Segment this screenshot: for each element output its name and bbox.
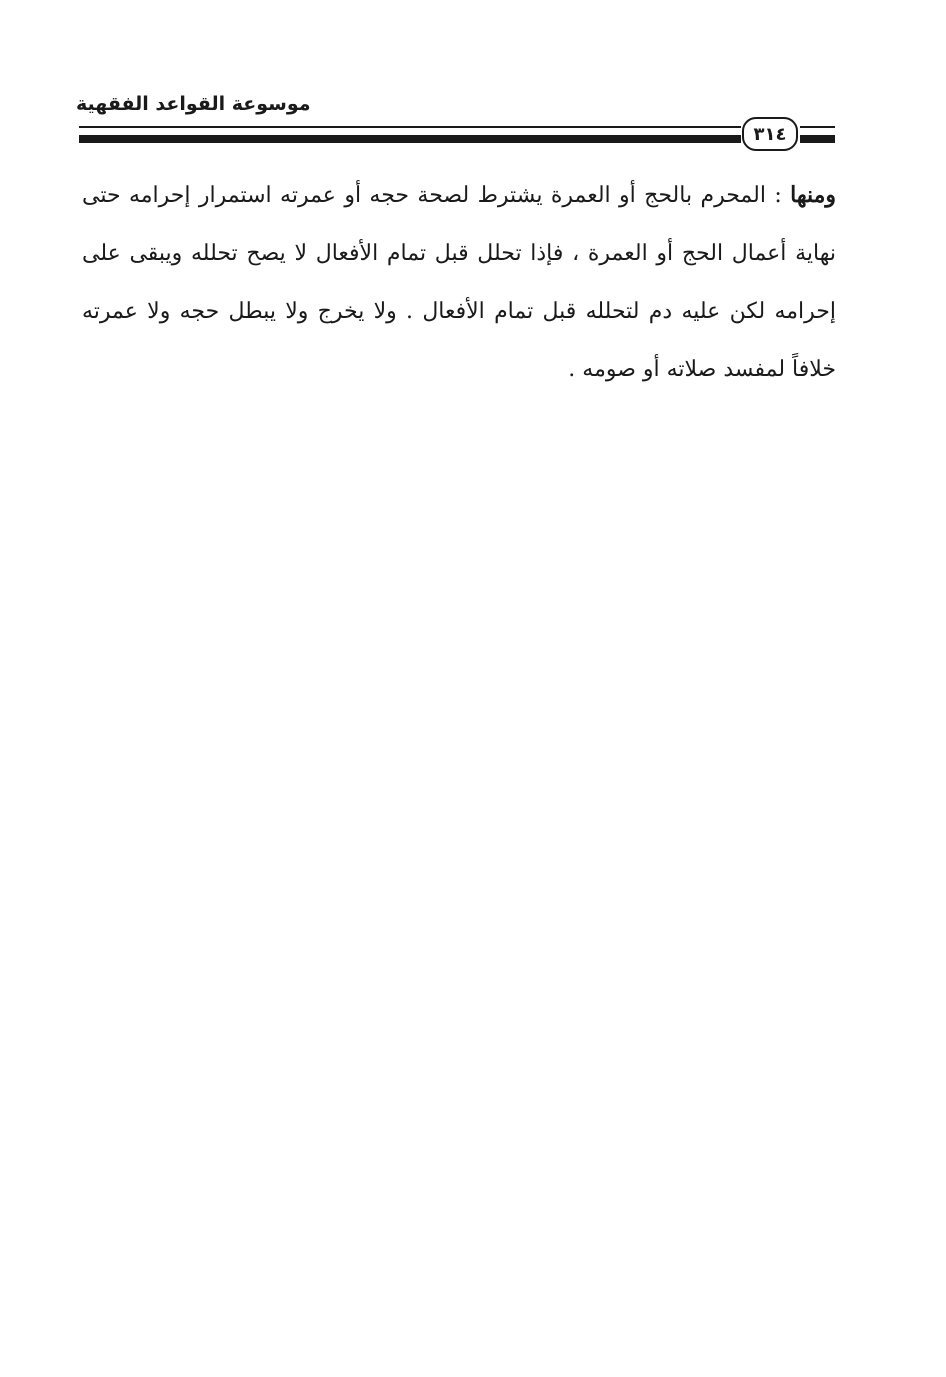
header-rule-right-thin: [800, 126, 835, 128]
header-rule-right-thick: [800, 135, 835, 143]
body-paragraph: [82, 166, 836, 399]
paragraph-lead: ومنها: [790, 182, 837, 208]
page-number-box: [742, 117, 798, 151]
page-header: [0, 0, 946, 160]
page-number: ٣١٤: [753, 123, 787, 145]
header-rule-thin: [79, 126, 741, 128]
header-rule-thick: [79, 135, 741, 143]
paragraph-text: : المحرم بالحج أو العمرة يشترط لصحة حجه أو عمرته استمرار إحرامه حتى نهاية أعمال الحج أو العمرة ، فإذا تحلل قبل تمام الأفعال لا يصح تحلله ويبقى على إحرامه لكن عليه دم لتحلله قبل تمام الأفعال . ولا يخرج ولا يبطل حجه ولا عمرته خلافاً لمفسد صلاته أو صومه .: [82, 183, 836, 382]
running-title: موسوعة القواعد الفقهية: [76, 93, 311, 115]
